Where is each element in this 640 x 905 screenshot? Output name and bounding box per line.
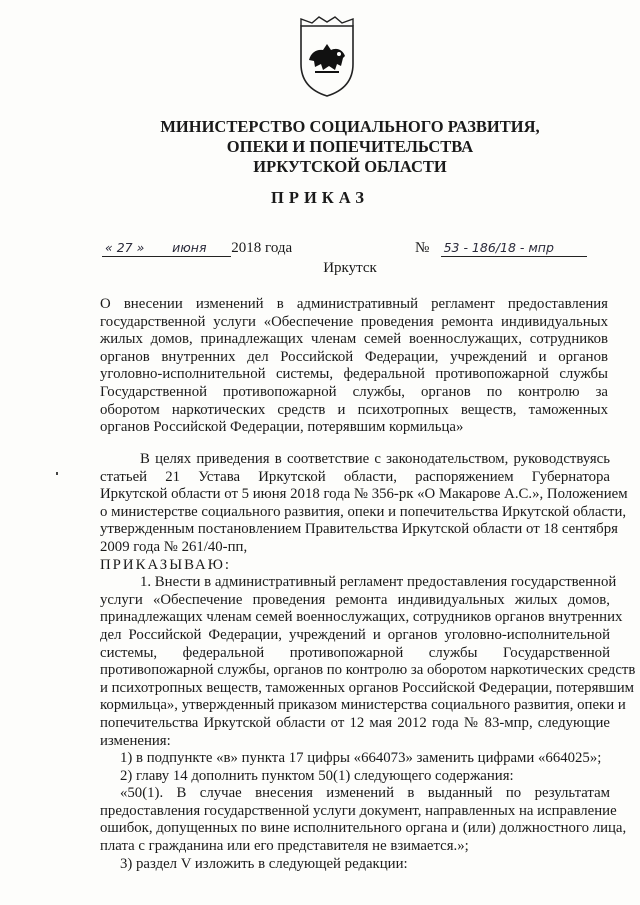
ministry-heading-line: ИРКУТСКОЙ ОБЛАСТИ [253,157,447,176]
date-day: « 27 » [102,240,147,257]
subject-line: оборотом наркотических средств и психотропных веществ, таможенных [100,401,608,418]
preamble-line: Иркутской области от 5 июня 2018 года № 356-рк «О Макарове А.С.», Положением [100,486,628,503]
subject-line: О внесении изменений в административный регламент предоставления [100,296,608,312]
item-line: дел Российской Федерации, учреждений и органов уголовно-исполнительной [100,626,610,643]
item-line: попечительства Иркутской области от 12 мая 2012 года № 83-мпр, следующие [100,714,610,731]
subject-line: органов внутренних дел Российской Федерации, учреждений и органов [100,348,608,365]
order-number [415,240,587,257]
number-value: 53 - 186/18 - мпр [441,240,587,257]
city: Иркутск [323,260,377,276]
item-line: услуги «Обеспечение проведения ремонта индивидуальных жилых домов, [100,591,610,608]
item-line: и психотропных веществ, таможенных органов Российской Федерации, потерявшим [100,679,635,696]
order-subject [100,296,608,437]
subject-line: уголовно-исполнительной системы, федеральной противопожарной службы [100,366,608,383]
quote-line: ошибок, допущенных по вине исполнительного органа и (или) должностного лица, [100,820,627,837]
quote-line: предоставления государственной услуги документ, направленных на исправление [100,802,617,819]
item-line: принадлежащих членам семей военнослужащих, сотрудников органов внутренних [100,609,623,626]
subject-line: органов Российской Федерации, потерявшим кормильца» [100,419,464,436]
coat-of-arms-icon [297,14,357,98]
quote-line: «50(1). В случае внесения изменений в выданный по результатам [120,785,610,802]
quote-line: плата с гражданина или его представителя не взимается.»; [100,838,469,855]
preamble-line: В целях приведения в соответствие с законодательством, руководствуясь [140,451,610,467]
subject-line: государственной услуги «Обеспечение проведения ремонта индивидуальных [100,313,608,330]
item-line: противопожарной службы, органов по контролю за оборотом наркотических средств [100,662,636,679]
ministry-heading [150,117,550,177]
item-line: кормильца», утвержденный приказом министерства социального развития, опеки и [100,697,626,714]
preamble-line: 2009 года № 261/40-пп, [100,538,248,555]
item-line: 1. Внести в административный регламент предоставления государственной [140,574,617,591]
preamble-line: утвержденным постановлением Правительства Иркутской области от 18 сентября [100,521,618,538]
date-month: июня [147,240,231,257]
item-line: изменения: [100,732,171,749]
order-title: ПРИКАЗ [271,188,369,207]
ministry-heading-line: ОПЕКИ И ПОПЕЧИТЕЛЬСТВА [226,137,474,156]
subitem-line: 2) главу 14 дополнить пунктом 50(1) следующего содержания: [120,767,514,784]
order-date [102,240,292,257]
subject-line: жилых домов, принадлежащих членам семей военнослужащих, сотрудников [100,331,608,348]
subitem-line: 1) в подпункте «в» пункта 17 цифры «664073» заменить цифрами «664025»; [120,750,602,767]
number-sign: № [415,240,430,256]
item-line: системы, федеральной противопожарной службы Государственной [100,644,610,661]
subject-line: Государственной противопожарной службы, органов по контролю за [100,383,608,400]
ministry-heading-line: МИНИСТЕРСТВО СОЦИАЛЬНОГО РАЗВИТИЯ, [160,117,540,136]
margin-mark [56,472,58,475]
order-body [100,451,636,873]
preamble-line: о министерстве социального развития, опеки и попечительства Иркутской области, [100,503,627,520]
preamble-line: статьей 21 Устава Иркутской области, распоряжением Губернатора [100,468,610,485]
subitem-line: 3) раздел V изложить в следующей редакции: [120,855,408,872]
decree-word: ПРИКАЗЫВАЮ: [100,556,232,573]
date-year: 2018 года [231,240,293,256]
